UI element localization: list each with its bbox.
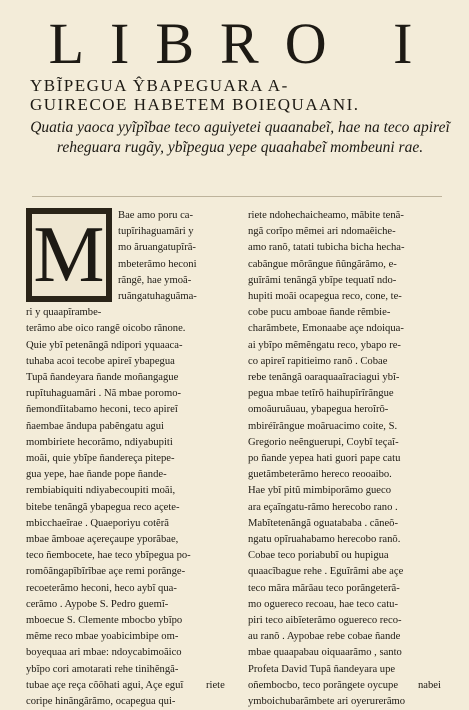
text-line: Quie ybĩ petenãngã ndipori yquaaca- <box>26 339 183 351</box>
divider-rule <box>32 196 442 197</box>
text-line: ruãngatuhaguãma- <box>118 291 197 303</box>
text-line: mo ãruangatupĩrã- <box>118 242 196 254</box>
text-line: quaacĩbague rehe . Eguĩrãmi abe açe <box>248 566 404 578</box>
subtitle-line-1: YBĨPEGUA ŶBAPEGUARA A- <box>30 76 289 95</box>
text-line: Cobae teco poriabubĩ ou hupigua <box>248 550 389 562</box>
text-line: Profeta David Tupã ñandeyara upe <box>248 663 396 675</box>
catchword-left: riete <box>206 680 225 691</box>
text-line: cerãmo . Aypobe S. Pedro guemĩ- <box>26 598 169 610</box>
text-line: teco mãra mãrãau teco porãngeterã- <box>248 582 400 594</box>
text-line: oñembocbo, teco porãngete oycupe <box>248 679 399 691</box>
text-line: mbae ãmboae açereçaupe yporãbae, <box>26 534 179 546</box>
text-line: bitebe tenãngã ybapegua reco açete- <box>26 501 180 513</box>
chapter-intro: Quatia yaoca yyĩpĩbae teco aguiyetei quaanabeĩ, hae na teco apireĩ reheguara rugãy, ybĩpegua yepe quaahabeĩ mombeuni rae. <box>30 119 450 156</box>
text-line: amo ranõ, tatati tubicha bicha hecha- <box>248 242 405 254</box>
text-line: romõãngapĩbĩrĩbae açe remi porãnge- <box>26 566 186 578</box>
text-line: mbiréĩrãngue moãruacimo coite, S. <box>248 420 398 432</box>
text-line: ñemondĩitabamo heconi, teco apireĩ <box>26 404 178 416</box>
text-line: mẽme reco mbae yoabicimbipe om- <box>26 631 179 643</box>
text-line: terãmo abe oico rangẽ oicobo rãnone. <box>26 323 186 335</box>
text-line: riete ndohechaicheamo, mãbite tenã- <box>248 210 404 221</box>
text-line: rebe tenãngã oaraquaaĩraciagui ybĩ- <box>248 372 400 384</box>
text-line: mboecue S. Clemente mbocbo ybĩpo <box>26 615 183 627</box>
text-line: cabãngue mõrãngue ñũngãrãmo, e- <box>248 258 397 270</box>
text-line: tubae açe reça cõõhati agui, Açe eguĩ <box>26 679 184 691</box>
text-line: mombiriete hecorãmo, ndiyabupiti <box>26 436 173 448</box>
text-line: guetãmbeterãmo hereco reooaibo. <box>248 469 392 481</box>
text-line: au ranõ . Aypobae rebe cobae ñande <box>248 631 401 643</box>
text-line: ngã corĩpo mẽmei ari ndomaẽiche- <box>248 226 396 238</box>
text-line: tuhaba acoi tecobe apireĩ ybapegua <box>26 355 175 367</box>
text-line: po ñande yepea hati guori pape catu <box>248 453 401 465</box>
text-line: rupĩtuhaguamãri . Nã mbae poromo- <box>26 388 182 400</box>
page-title: LIBRO I <box>48 11 439 76</box>
text-line: rembiabiquiti ndiyabecoupiti moãi, <box>26 485 176 497</box>
text-line: ai ybĩpo mẽmẽngatu reco, ybapo re- <box>248 339 401 351</box>
text-line: guĩrãmi tenãngã ybĩpe tequatĩ ndo- <box>248 274 397 286</box>
text-line: boyequaa ari mbae: ndoycabimoãico <box>26 647 182 659</box>
text-line: Gregorio neẽnguerupi, Coybĩ teçaĩ- <box>248 436 399 448</box>
text-line: rãngẽ, hae ymoã- <box>118 274 192 286</box>
left-column <box>26 208 234 710</box>
text-line: co apireĩ rapitieimo ranõ . Cobae <box>248 355 388 367</box>
text-line: ymboichubarãmbete ari oyerurerãmo <box>248 696 406 708</box>
text-line: mbeterãmo heconi <box>118 258 197 270</box>
text-line: Mabĩtetenãngã oguatababa . cãneõ- <box>248 517 399 529</box>
catchword-right: nabei <box>418 680 441 691</box>
subtitle-line-2: GUIRECOE HABETEM BOIEQUAANI. <box>30 95 360 114</box>
text-line: Hae ybĩ pitũ mimbiporãmo gueco <box>248 485 391 497</box>
decorated-initial <box>26 208 112 302</box>
text-line: ara eçaĩngatu-rãmo herecobo rano . <box>248 501 398 513</box>
text-line: charãmbete, Emonaabe açe ndoiqua- <box>248 323 404 335</box>
text-line: teco ñembocete, hae teco ybĩpegua po- <box>26 550 191 562</box>
text-line: ñaembae ãndupa pabẽngatu agui <box>26 420 164 432</box>
text-line: tupĩrihaguamãri y <box>118 226 194 238</box>
text-line: mo oguereco recoau, hae teco catu- <box>248 598 398 610</box>
text-line: omoãuruãuau, ybapegua heroĩrõ- <box>248 404 389 416</box>
text-line: mbae quaapabau oiquaarãmo , santo <box>248 647 402 659</box>
text-line: Bae amo poru ca- <box>118 210 194 221</box>
text-line: piri teco aibĩeterãmo oguereco reco- <box>248 615 402 627</box>
text-line: ybĩpo cori amotarati rehe tinihẽngã- <box>26 663 179 675</box>
drop-cap-letter: M <box>33 211 105 299</box>
text-line: pegua mbae tetĩrõ haihupĩrĩrãngue <box>248 388 394 400</box>
right-column <box>248 208 460 710</box>
text-line: cobe pucu amboae ñande rẽmbie- <box>248 307 391 319</box>
text-line: coripe hinãngãrãmo, ocapegua qui- <box>26 696 176 708</box>
text-line: recoeterãmo heconi, heco aybĩ qua- <box>26 582 177 594</box>
text-line: mbicchaeĩrae . Quaeporiyu cotẽrã <box>26 517 169 529</box>
text-line: ngatu opĩruahabamo herecobo ranõ. <box>248 534 401 546</box>
text-line: Tupã ñandeyara ñande moñangague <box>26 372 179 384</box>
text-line: gua yepe, hae ñande pope ñande- <box>26 469 167 481</box>
text-line: ri y quaapĩrambe- <box>26 307 102 319</box>
text-line: hupiti moãi ocapegua reco, cone, te- <box>248 291 402 303</box>
text-line: moãi, quie ybĩpe ñandereça pitepe- <box>26 453 175 465</box>
